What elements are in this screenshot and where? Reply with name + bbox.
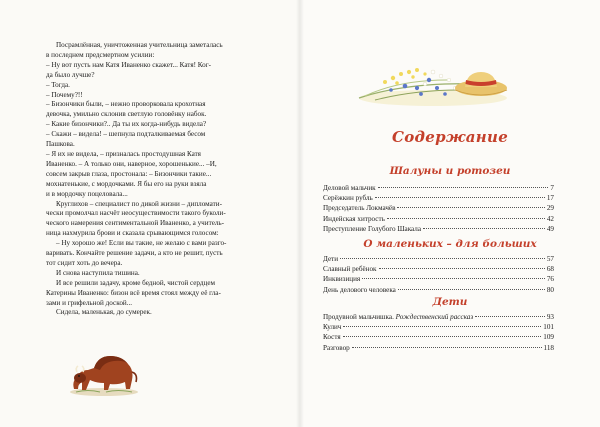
toc-entry-title-text: Инквизиция — [323, 275, 361, 284]
toc-entry-title-text: Председатель Локмачёв — [323, 204, 396, 213]
story-line: – Какие бизончики?.. Да ты их когда-нибудь видела? — [46, 120, 207, 129]
section-title: Дети — [432, 296, 468, 308]
story-line: Круглихов – специалист по дикой жизни – дипломати- — [56, 199, 222, 208]
toc-entry[interactable] — [323, 332, 554, 342]
toc-leader-dots — [475, 316, 545, 317]
toc-entry-title — [323, 224, 421, 234]
toc-entry[interactable] — [323, 322, 554, 332]
story-line: ческого намерения сентиментальной Иваненко, а учитель- — [46, 219, 225, 228]
section-title: О маленьких – для больших — [363, 238, 537, 250]
story-line: И все решили задачу, кроме бедной, чистой сердцем — [56, 278, 216, 287]
toc-entry[interactable] — [323, 264, 554, 274]
toc-page-number: 68 — [546, 265, 554, 274]
story-line: Катерины Иваненко: бизон всё время стоял между её гла- — [46, 288, 221, 297]
toc-entry-title — [323, 193, 373, 203]
toc-page-number: 76 — [546, 275, 554, 284]
toc-title: Содержание — [391, 128, 509, 146]
toc-entry[interactable] — [323, 183, 554, 193]
story-line: – Я их не видела, – призналась простодушная Катя — [46, 149, 201, 158]
toc-page-number: 101 — [543, 323, 554, 332]
toc-page-number: 93 — [546, 313, 554, 321]
toc-entry-title-text: Костя — [323, 333, 341, 342]
toc-list — [323, 254, 554, 295]
toc-page-number: 118 — [543, 343, 554, 352]
toc-leader-dots — [340, 258, 545, 259]
story-text — [46, 41, 268, 318]
flowers-and-straw-hat-illustration — [355, 50, 511, 112]
toc-entry-title-text: Продувной мальчишка. — [323, 313, 394, 321]
toc-entry-title — [323, 254, 338, 264]
story-line: мохнатенькие, с мордочками. Я бы его на руки взяла — [46, 179, 207, 188]
story-line: – Почему?!! — [46, 90, 83, 99]
toc-entry-title — [323, 183, 376, 193]
toc-entry-title-text: День делового человека — [323, 285, 396, 294]
story-line: – Бизончики были, – нежно проворковала крохотная — [46, 100, 206, 109]
toc-leader-dots — [375, 197, 545, 198]
toc-entry-title — [323, 322, 341, 332]
toc-page-number: 109 — [543, 333, 554, 342]
toc-entry-title — [323, 274, 360, 284]
story-line: варивать. Кончайте решение задачи, а кто не решит, пусть — [46, 249, 223, 258]
toc-entry[interactable] — [323, 274, 554, 284]
toc-page-number: 49 — [546, 224, 554, 233]
story-line: И снова наступила тишина. — [56, 268, 140, 277]
story-line: Посрамлённая, уничтоженная учительница заметалась — [56, 41, 223, 49]
toc-leader-dots — [387, 218, 545, 219]
story-line: чески промолчал насчёт неосуществимости такого буколи- — [46, 209, 226, 218]
story-line: зами и грифельной доской... — [46, 298, 133, 307]
toc-entry[interactable] — [323, 214, 554, 224]
toc-entry-title-text: Кулич — [323, 323, 342, 332]
toc-entry-title — [323, 264, 377, 274]
toc-page-number: 42 — [546, 214, 554, 223]
toc-entry-title — [323, 332, 341, 342]
book-gutter — [296, 0, 304, 427]
toc-entry[interactable] — [323, 254, 554, 264]
story-line: – Ну хорошо же! Если вы такие, не желаю с вами разго- — [56, 239, 227, 248]
story-line: – Тогда. — [46, 80, 70, 89]
toc-page-number: 80 — [546, 285, 554, 294]
toc-entry[interactable] — [323, 224, 554, 234]
story-line: Пашкова. — [46, 140, 75, 149]
toc-entry-title — [323, 343, 350, 353]
toc-leader-dots — [362, 278, 545, 279]
toc-leader-dots — [423, 228, 545, 229]
story-line: девочка, умильно склонив светлую головёнку набок. — [46, 110, 207, 119]
toc-page-number: 7 — [550, 184, 554, 192]
toc-entry-title — [323, 312, 473, 322]
section-title: Шалуны и ротозеи — [389, 165, 511, 177]
toc-leader-dots — [379, 268, 545, 269]
story-line: да было лучше? — [46, 70, 95, 79]
story-line: – Ну вот пусть нам Катя Иваненко скажет... Катя! Ког- — [46, 60, 212, 69]
story-line: Иваненко. – А только они, наверное, хорошенькие... –И, — [46, 159, 217, 168]
toc-entry-title-text: Серёжкин рубль — [323, 194, 373, 203]
toc-leader-dots — [397, 207, 544, 208]
toc-entry-title — [323, 203, 395, 213]
toc-entry-title — [323, 214, 385, 224]
toc-entry-title-text: Славный ребёнок — [323, 265, 377, 274]
toc-entry[interactable] — [323, 203, 554, 213]
toc-entry[interactable] — [323, 312, 554, 322]
story-line: ница нахмурила брови и сказала срывающимся голосом: — [46, 229, 219, 238]
toc-page-number: 57 — [546, 255, 554, 263]
toc-entry-title-text: Дети — [323, 255, 339, 263]
toc-entry-title-text: Деловой мальчик — [323, 184, 376, 192]
toc-page-number: 17 — [546, 194, 554, 203]
story-line: и в мордочку поцеловала... — [46, 189, 128, 198]
story-line: совсем закрыв глаза, простонала: – Бизончики такие... — [46, 169, 212, 178]
story-line: Сидела, маленькая, до сумерек. — [56, 308, 152, 317]
toc-page-number: 29 — [546, 204, 554, 213]
story-line: тот сидит хоть до вечера. — [46, 258, 123, 267]
toc-entry-title-text: Преступление Голубого Шакала — [323, 224, 422, 233]
story-line: в последнем предсмертном усилии: — [46, 50, 155, 59]
toc-leader-dots — [343, 336, 542, 337]
toc-entry[interactable] — [323, 285, 554, 295]
toc-entry-title — [323, 285, 396, 295]
toc-leader-dots — [343, 326, 541, 327]
toc-entry-title-text: Разговор — [323, 343, 350, 352]
story-line: – Скажи – видела! – шепнула подталкиваемая бесом — [46, 130, 206, 139]
toc-list — [323, 312, 554, 353]
toc-entry-title-text: Индейская хитрость — [323, 214, 385, 223]
toc-entry[interactable] — [323, 343, 554, 353]
toc-entry-subtitle: Рождественский рассказ — [395, 313, 474, 321]
toc-entry[interactable] — [323, 193, 554, 203]
toc-leader-dots — [352, 347, 542, 348]
bison-illustration — [66, 342, 142, 398]
toc-leader-dots — [378, 187, 549, 188]
toc-list — [323, 183, 554, 234]
toc-leader-dots — [398, 289, 545, 290]
